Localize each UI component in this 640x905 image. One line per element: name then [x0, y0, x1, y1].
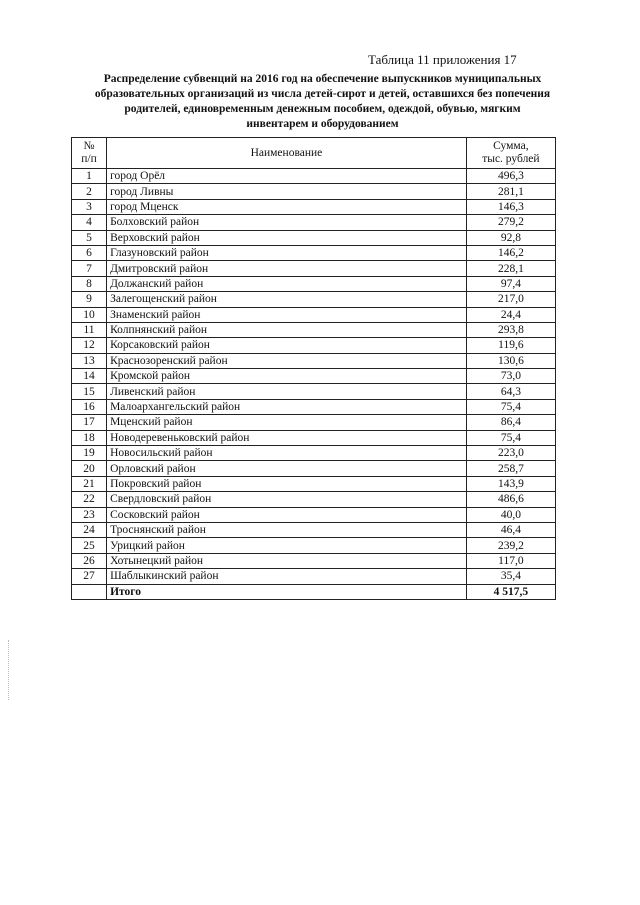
row-name: Глазуновский район: [107, 245, 467, 260]
header-number: [72, 138, 107, 169]
row-sum: 86,4: [466, 415, 555, 430]
row-name: Корсаковский район: [107, 338, 467, 353]
row-name: Мценский район: [107, 415, 467, 430]
row-sum: 117,0: [466, 553, 555, 568]
table-header-row: [72, 138, 556, 169]
row-number: 27: [72, 569, 107, 584]
row-name: город Мценск: [107, 199, 467, 214]
row-sum: 35,4: [466, 569, 555, 584]
table-row: [72, 199, 556, 214]
row-number: 14: [72, 369, 107, 384]
document-title: [60, 72, 585, 132]
row-number: 13: [72, 353, 107, 368]
row-name: Верховский район: [107, 230, 467, 245]
table-row: [72, 399, 556, 414]
row-name: Урицкий район: [107, 538, 467, 553]
title-line: родителей, единовременным денежным пособием, одеждой, обувью, мягким: [124, 103, 521, 115]
table-row: [72, 492, 556, 507]
row-number: 10: [72, 307, 107, 322]
row-number: 3: [72, 199, 107, 214]
row-number: 26: [72, 553, 107, 568]
table-row: [72, 569, 556, 584]
row-sum: 146,3: [466, 199, 555, 214]
row-name: Хотынецкий район: [107, 553, 467, 568]
row-sum: 75,4: [466, 399, 555, 414]
table-row: [72, 245, 556, 260]
row-number: 5: [72, 230, 107, 245]
row-number: 12: [72, 338, 107, 353]
table-row: [72, 461, 556, 476]
row-number: 1: [72, 169, 107, 184]
row-name: Ливенский район: [107, 384, 467, 399]
table-row: [72, 215, 556, 230]
row-number: 16: [72, 399, 107, 414]
scan-artifact: [8, 640, 11, 700]
title-line: образовательных организаций из числа детей-сирот и детей, оставшихся без попечения: [94, 88, 551, 100]
table-row: [72, 538, 556, 553]
row-number: 20: [72, 461, 107, 476]
row-sum: 130,6: [466, 353, 555, 368]
row-number: 18: [72, 430, 107, 445]
table-row: [72, 353, 556, 368]
row-sum: 92,8: [466, 230, 555, 245]
row-name: город Ливны: [107, 184, 467, 199]
table-row: [72, 184, 556, 199]
table-row: [72, 369, 556, 384]
row-sum: 223,0: [466, 446, 555, 461]
row-sum: 293,8: [466, 322, 555, 337]
row-name: Колпнянский район: [107, 322, 467, 337]
row-number: 4: [72, 215, 107, 230]
table-row: [72, 261, 556, 276]
header-sum-line: тыс. рублей: [482, 153, 540, 165]
row-sum: 97,4: [466, 276, 555, 291]
table-row: [72, 230, 556, 245]
table-row: [72, 292, 556, 307]
total-row: [72, 584, 556, 599]
table-row: [72, 507, 556, 522]
row-number: 17: [72, 415, 107, 430]
title-line: Распределение субвенций на 2016 год на обеспечение выпускников муниципальных: [103, 73, 542, 85]
row-number: 15: [72, 384, 107, 399]
header-number-line: п/п: [81, 153, 97, 165]
row-name: Покровский район: [107, 476, 467, 491]
row-sum: 239,2: [466, 538, 555, 553]
row-sum: 281,1: [466, 184, 555, 199]
table-row: [72, 322, 556, 337]
row-number: 23: [72, 507, 107, 522]
title-line: инвентарем и оборудованием: [246, 118, 399, 130]
table-row: [72, 276, 556, 291]
table-body: [72, 169, 556, 600]
row-name: Кромской район: [107, 369, 467, 384]
row-name: Малоархангельский район: [107, 399, 467, 414]
row-name: Шаблыкинский район: [107, 569, 467, 584]
row-number: 7: [72, 261, 107, 276]
table-row: [72, 169, 556, 184]
header-sum: [466, 138, 555, 169]
row-name: Должанский район: [107, 276, 467, 291]
header-number-line: №: [83, 140, 95, 152]
row-sum: 46,4: [466, 522, 555, 537]
row-name: Сосковский район: [107, 507, 467, 522]
table-row: [72, 476, 556, 491]
table-row: [72, 553, 556, 568]
row-sum: 40,0: [466, 507, 555, 522]
table-row: [72, 384, 556, 399]
table-reference: Таблица 11 приложения 17: [368, 52, 517, 67]
row-name: город Орёл: [107, 169, 467, 184]
row-name: Орловский район: [107, 461, 467, 476]
row-number: 25: [72, 538, 107, 553]
row-sum: 486,6: [466, 492, 555, 507]
header-sum-line: Сумма,: [493, 140, 529, 152]
subsidy-table: [71, 137, 556, 600]
row-name: Свердловский район: [107, 492, 467, 507]
row-number: 9: [72, 292, 107, 307]
row-name: Краснозоренский район: [107, 353, 467, 368]
total-label: Итого: [107, 584, 467, 599]
row-sum: 64,3: [466, 384, 555, 399]
row-sum: 217,0: [466, 292, 555, 307]
row-number: 11: [72, 322, 107, 337]
row-sum: 73,0: [466, 369, 555, 384]
row-sum: 496,3: [466, 169, 555, 184]
row-number: 19: [72, 446, 107, 461]
row-number: 6: [72, 245, 107, 260]
row-number: 21: [72, 476, 107, 491]
row-name: Троснянский район: [107, 522, 467, 537]
total-number: [72, 584, 107, 599]
row-sum: 228,1: [466, 261, 555, 276]
row-name: Новосильский район: [107, 446, 467, 461]
row-sum: 143,9: [466, 476, 555, 491]
row-name: Новодеревеньковский район: [107, 430, 467, 445]
header-name: Наименование: [107, 138, 467, 169]
table-row: [72, 338, 556, 353]
row-sum: 75,4: [466, 430, 555, 445]
row-name: Болховский район: [107, 215, 467, 230]
row-number: 22: [72, 492, 107, 507]
table-row: [72, 430, 556, 445]
row-number: 8: [72, 276, 107, 291]
total-sum: 4 517,5: [466, 584, 555, 599]
row-sum: 258,7: [466, 461, 555, 476]
row-sum: 279,2: [466, 215, 555, 230]
row-number: 2: [72, 184, 107, 199]
row-name: Знаменский район: [107, 307, 467, 322]
row-name: Залегощенский район: [107, 292, 467, 307]
row-sum: 24,4: [466, 307, 555, 322]
row-sum: 119,6: [466, 338, 555, 353]
row-name: Дмитровский район: [107, 261, 467, 276]
row-number: 24: [72, 522, 107, 537]
row-sum: 146,2: [466, 245, 555, 260]
table-row: [72, 307, 556, 322]
table-row: [72, 415, 556, 430]
table-row: [72, 522, 556, 537]
table-row: [72, 446, 556, 461]
